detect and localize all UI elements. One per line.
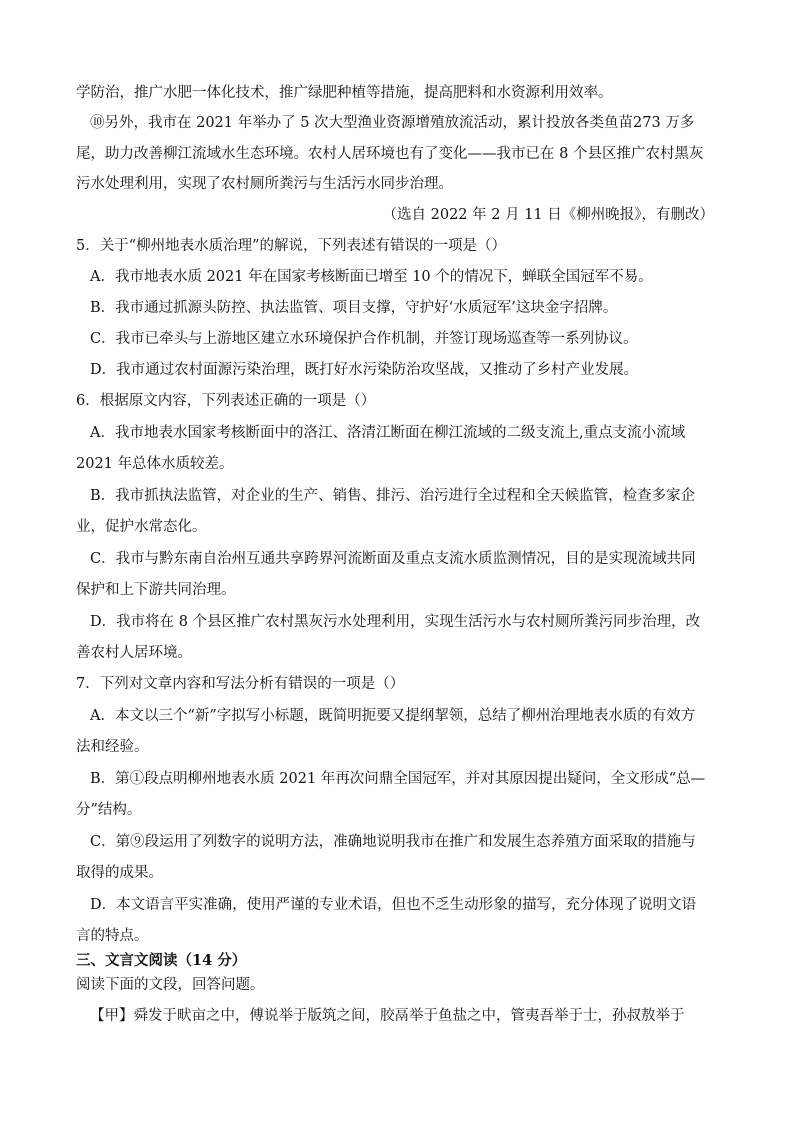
reading-instruction: 阅读下面的文段，回答问题。 [76, 977, 265, 993]
question-6-option-d-line-1: D．我市将在 8 个县区推广农村黑灰污水处理利用，实现生活污水与农村厕所粪污同步治理，改 [90, 614, 701, 630]
question-7-option-a-line-1: A．本文以三个“新”字拟写小标题，既简明扼要又提纲挈领，总结了柳州治理地表水质的有效方 [90, 708, 696, 724]
question-6-stem: 6．根据原文内容，下列表述正确的一项是（） [76, 393, 376, 409]
question-7-stem: 7．下列对文章内容和写法分析有错误的一项是（） [76, 676, 405, 692]
question-6-option-a-line-1: A．我市地表水国家考核断面中的洛江、洛清江断面在柳江流域的二级支流上,重点支流小流域 [90, 425, 686, 441]
question-6-option-a-line-2: 2021 年总体水质较差。 [76, 456, 234, 472]
question-7-option-d-line-2: 言的特点。 [76, 928, 149, 944]
source-citation: （选自 2022 年 2 月 11 日《柳州晚报》，有删改） [382, 207, 714, 223]
paragraph-10-line-1: ⑩另外，我市在 2021 年举办了 5 次大型渔业资源增殖放流活动，累计投放各类鱼苗273 万多 [90, 115, 695, 131]
question-5-option-c: C．我市已牵头与上游地区建立水环境保护合作机制，并签订现场巡查等一系列协议。 [90, 331, 638, 347]
question-7-option-b-line-1: B．第①段点明柳州地表水质 2021 年再次问鼎全国冠军，并对其原因提出疑问，全文形成“总— [90, 771, 706, 787]
question-7-option-b-line-2: 分”结构。 [76, 802, 142, 818]
question-6-option-b-line-1: B．我市抓执法监管，对企业的生产、销售、排污、治污进行全过程和全天候监管，检查多家企 [90, 488, 696, 504]
question-5-option-a: A．我市地表水质 2021 年在国家考核断面已增至 10 个的情况下，蝉联全国冠军不易。 [90, 269, 653, 285]
paragraph-10-line-3: 污水处理利用，实现了农村厕所粪污与生活污水同步治理。 [76, 176, 453, 192]
section-3-title: 三、文言文阅读（14 分） [76, 952, 247, 969]
question-7-option-d-line-1: D．本文语言平实准确，使用严谨的专业术语，但也不乏生动形象的描写，充分体现了说明文语 [90, 897, 697, 913]
classical-text-line-1: 【甲】舜发于畎亩之中，傅说举于版筑之间，胶鬲举于鱼盐之中，管夷吾举于士，孙叔敖举于 [90, 1008, 685, 1024]
question-5-stem: 5．关于“柳州地表水质治理”的解说，下列表述有错误的一项是（） [76, 238, 507, 254]
question-5-option-b: B．我市通过抓源头防控、执法监管、项目支撑，守护好‘水质冠军’这块金字招牌。 [90, 300, 618, 316]
question-5-option-d: D．我市通过农村面源污染治理，既打好水污染防治攻坚战，又推动了乡村产业发展。 [90, 362, 639, 378]
question-6-option-d-line-2: 善农村人居环境。 [76, 645, 192, 661]
question-6-option-b-line-2: 业，促护水常态化。 [76, 519, 207, 535]
question-7-option-c-line-1: C．第⑨段运用了列数字的说明方法，准确地说明我市在推广和发展生态养殖方面采取的措施与 [90, 834, 696, 850]
paragraph-tail: 学防治，推广水肥一体化技术，推广绿肥种植等措施，提高肥料和水资源利用效率。 [76, 85, 613, 101]
paragraph-10-line-2: 尾，助力改善柳江流域水生态环境。农村人居环境也有了变化——我市已在 8 个县区推广农村黑灰 [76, 146, 704, 162]
question-6-option-c-line-2: 保护和上下游共同治理。 [76, 582, 236, 598]
question-6-option-c-line-1: C．我市与黔东南自治州互通共享跨界河流断面及重点支流水质监测情况，目的是实现流域共同 [90, 551, 696, 567]
question-7-option-c-line-2: 取得的成果。 [76, 865, 163, 881]
question-7-option-a-line-2: 法和经验。 [76, 739, 149, 755]
